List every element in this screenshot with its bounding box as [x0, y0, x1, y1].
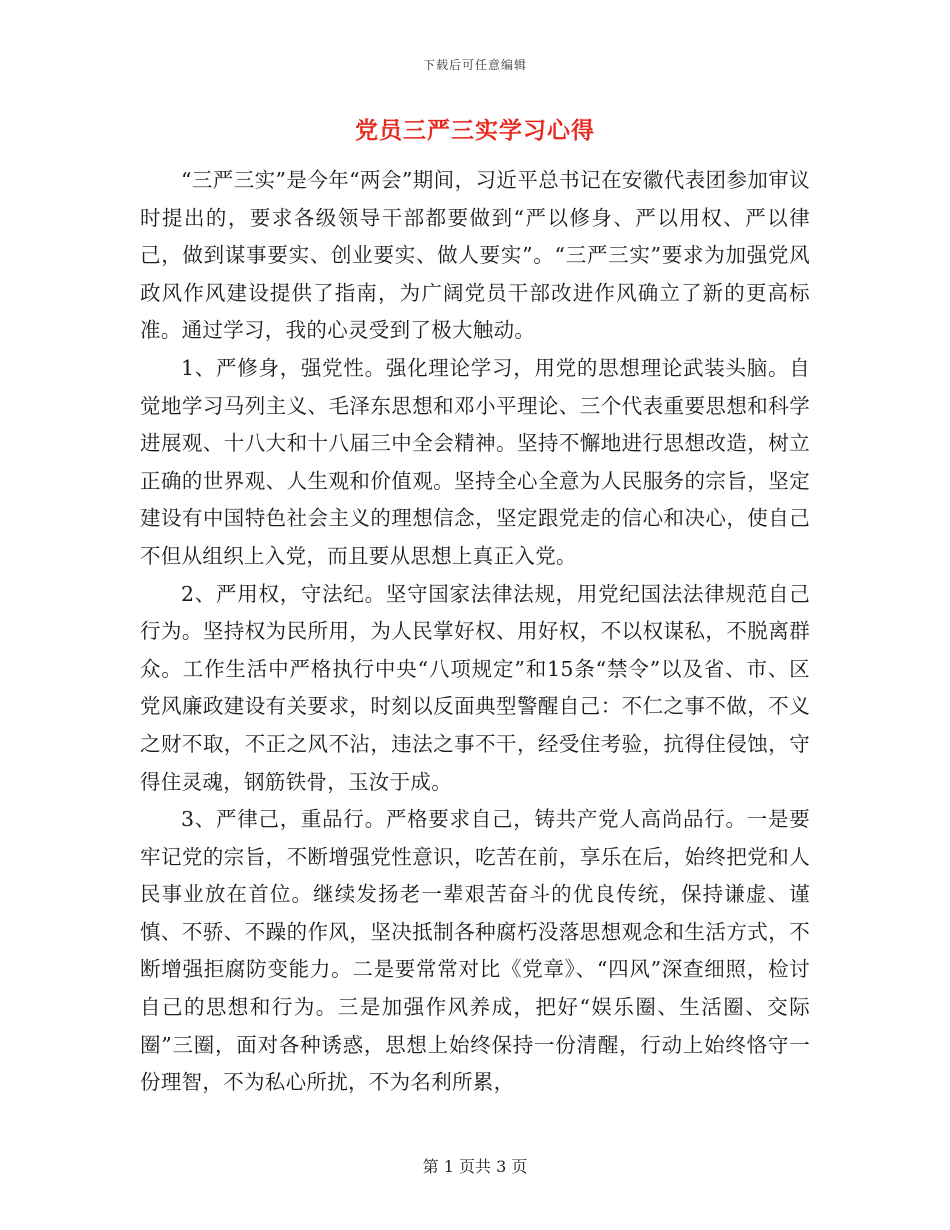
paragraph-point-1: 1、严修身，强党性。强化理论学习，用党的思想理论武装头脑。自觉地学习马列主义、毛泽东思想和邓小平理论、三个代表重要思想和科学进展观、十八大和十八届三中全会精神。坚持不懈地进行思想改造，树立正确的世界观、人生观和价值观。坚持全心全意为人民服务的宗旨，坚定建设有中国特色社会主义的理想信念，坚定跟党走的信心和决心，使自己不但从组织上入党，而且要从思想上真正入党。	[140, 355, 810, 568]
paragraph-intro: “三严三实”是今年“两会”期间，习近平总书记在安徽代表团参加审议时提出的，要求各级领导干部都要做到“严以修身、严以用权、严以律己，做到谋事要实、创业要实、做人要实”。“三严三实”要求为加强党风政风作风建设提供了指南，为广阔党员干部改进作风确立了新的更高标准。通过学习，我的心灵受到了极大触动。	[140, 168, 810, 343]
document-body	[140, 162, 810, 1102]
document-title: 党员三严三实学习心得	[355, 117, 595, 144]
page-number: 第 1 页共 3 页	[422, 1157, 528, 1176]
paragraph-point-3: 3、严律己，重品行。严格要求自己，铸共产党人高尚品行。一是要牢记党的宗旨，不断增强党性意识，吃苦在前，享乐在后，始终把党和人民事业放在首位。继续发扬老一辈艰苦奋斗的优良传统，保持谦虚、谨慎、不骄、不躁的作风，坚决抵制各种腐朽没落思想观念和生活方式，不断增强拒腐防变能力。二是要常常对比《党章》、“四风”深查细照，检讨自己的思想和行为。三是加强作风养成，把好“娱乐圈、生活圈、交际圈”三圈，面对各种诱惑，思想上始终保持一份清醒，行动上始终恪守一份理智，不为私心所扰，不为名利所累，	[140, 807, 810, 1095]
paragraph-point-2: 2、严用权，守法纪。坚守国家法律法规，用党纪国法法律规范自己行为。坚持权为民所用，为人民掌好权、用好权，不以权谋私，不脱离群众。工作生活中严格执行中央“八项规定”和15条“禁令”以及省、市、区党风廉政建设有关要求，时刻以反面典型警醒自己：不仁之事不做，不义之财不取，不正之风不沾，违法之事不干，经受住考验，抗得住侵蚀，守得住灵魂，钢筋铁骨，玉汝于成。	[140, 581, 810, 794]
header-note: 下载后可任意编辑	[422, 58, 527, 72]
